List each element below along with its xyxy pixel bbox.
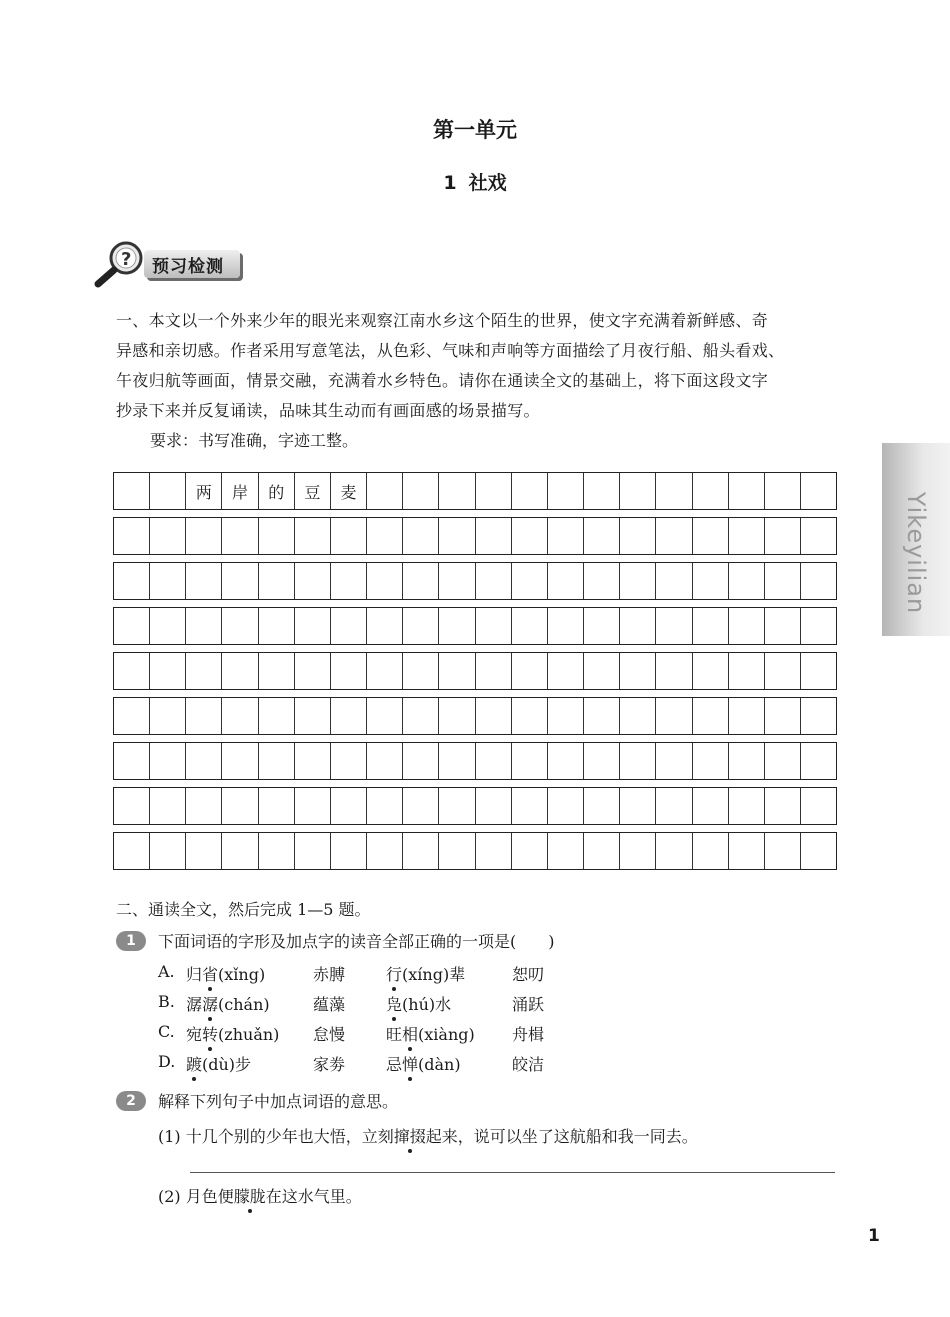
grid-cell[interactable] (512, 653, 548, 689)
grid-cell[interactable] (295, 788, 331, 824)
option-text: 赤膊 (313, 965, 346, 984)
paragraph-line: 一、本文以一个外来少年的眼光来观察江南水乡这个陌生的世界，使文字充满着新鲜感、奇 (116, 311, 769, 330)
grid-cell[interactable] (620, 743, 656, 779)
grid-cell[interactable] (403, 788, 439, 824)
grid-cell[interactable] (331, 788, 367, 824)
grid-cell[interactable] (331, 743, 367, 779)
grid-cell[interactable] (765, 788, 801, 824)
option-cell (512, 1022, 544, 1045)
grid-cell[interactable] (150, 653, 186, 689)
grid-cell[interactable] (439, 473, 475, 509)
grid-cell[interactable] (620, 698, 656, 734)
option-text: (dàn) (418, 1055, 461, 1074)
grid-cell[interactable] (222, 608, 258, 644)
grid-cell[interactable] (150, 788, 186, 824)
grid-cell[interactable] (367, 563, 403, 599)
dotted-char: 惮 (402, 1055, 419, 1074)
grid-cell[interactable] (295, 563, 331, 599)
grid-cell[interactable] (548, 518, 584, 554)
grid-cell[interactable] (656, 473, 692, 509)
lesson-title (0, 168, 950, 195)
grid-cell[interactable] (331, 698, 367, 734)
option-cell (386, 992, 451, 1015)
grid-cell[interactable] (114, 743, 150, 779)
grid-cell[interactable] (186, 653, 222, 689)
option-cell (186, 1052, 251, 1075)
grid-cell[interactable] (222, 788, 258, 824)
grid-cell[interactable] (295, 653, 331, 689)
grid-cell[interactable] (150, 833, 186, 869)
question-2-sentence-2 (158, 1184, 362, 1207)
grid-cell[interactable] (439, 788, 475, 824)
paragraph-line: 异感和亲切感。作者采用写意笔法，从色彩、气味和声响等方面描绘了月夜行船、船头看戏、 (116, 341, 785, 360)
grid-cell[interactable] (693, 473, 729, 509)
grid-cell[interactable] (548, 653, 584, 689)
grid-cell[interactable] (512, 563, 548, 599)
grid-cell[interactable] (186, 788, 222, 824)
paragraph-line: 午夜归航等画面，情景交融，充满着水乡特色。请你在通读全文的基础上，将下面这段文字 (116, 371, 769, 390)
grid-cell[interactable] (512, 833, 548, 869)
grid-cell[interactable] (512, 698, 548, 734)
grid-cell[interactable] (729, 518, 765, 554)
grid-cell[interactable] (512, 518, 548, 554)
option-text: A. (158, 962, 175, 981)
grid-cell[interactable] (584, 563, 620, 599)
grid-cell[interactable] (729, 833, 765, 869)
grid-cell[interactable] (439, 653, 475, 689)
grid-cell[interactable]: 两 (186, 473, 222, 509)
option-cell (313, 1022, 345, 1045)
grid-cell[interactable] (801, 473, 836, 509)
option-text: 归 (186, 965, 203, 984)
grid-cell[interactable] (693, 563, 729, 599)
grid-cell[interactable] (620, 788, 656, 824)
grid-row (113, 607, 837, 645)
sentence-text: 起来，说可以坐了这航船和我一同去。 (425, 1127, 698, 1146)
grid-cell[interactable] (331, 653, 367, 689)
grid-cell[interactable] (367, 743, 403, 779)
option-text: 舟楫 (512, 1025, 545, 1044)
grid-cell[interactable] (584, 473, 620, 509)
grid-cell[interactable] (114, 653, 150, 689)
grid-cell[interactable] (584, 698, 620, 734)
question-2-badge: 2 (116, 1091, 146, 1111)
grid-row (113, 742, 837, 780)
grid-cell[interactable] (656, 698, 692, 734)
grid-cell[interactable] (765, 473, 801, 509)
option-text: 家劵 (313, 1055, 346, 1074)
option-text: 宛 (186, 1025, 203, 1044)
lesson-name: 社戏 (468, 172, 507, 194)
grid-cell[interactable] (114, 833, 150, 869)
grid-cell[interactable] (403, 608, 439, 644)
grid-cell[interactable] (729, 563, 765, 599)
grid-cell[interactable] (150, 473, 186, 509)
option-cell (386, 1022, 475, 1045)
grid-cell[interactable] (259, 653, 295, 689)
grid-cell[interactable] (765, 608, 801, 644)
part1-paragraph (116, 306, 838, 426)
grid-cell[interactable] (476, 653, 512, 689)
grid-cell[interactable] (114, 563, 150, 599)
grid-cell[interactable] (801, 833, 836, 869)
grid-cell[interactable] (801, 518, 836, 554)
grid-cell[interactable] (693, 518, 729, 554)
grid-cell[interactable] (222, 698, 258, 734)
answer-line[interactable] (190, 1172, 835, 1173)
grid-cell[interactable] (259, 788, 295, 824)
magnifier-icon (92, 238, 152, 290)
grid-cell[interactable] (259, 833, 295, 869)
dotted-char: 相 (402, 1025, 419, 1044)
grid-cell[interactable] (584, 653, 620, 689)
grid-row (113, 787, 837, 825)
option-cell (186, 1022, 279, 1045)
grid-cell[interactable] (331, 608, 367, 644)
option-text: D. (158, 1052, 176, 1071)
part2-title: 二、通读全文，然后完成 1—5 题。 (116, 900, 371, 919)
grid-cell[interactable] (765, 833, 801, 869)
grid-cell[interactable] (222, 743, 258, 779)
grid-cell[interactable] (512, 743, 548, 779)
grid-cell[interactable] (186, 698, 222, 734)
grid-cell[interactable] (656, 563, 692, 599)
grid-cell[interactable] (367, 833, 403, 869)
grid-cell[interactable] (620, 833, 656, 869)
grid-cell[interactable] (186, 518, 222, 554)
dotted-char: 行 (386, 965, 403, 984)
grid-cell[interactable] (150, 743, 186, 779)
grid-cell[interactable] (439, 698, 475, 734)
option-cell (512, 1052, 544, 1075)
grid-cell[interactable] (403, 653, 439, 689)
side-tab-label: Yikeyilian (902, 491, 930, 615)
option-text: 怠慢 (313, 1025, 346, 1044)
grid-cell[interactable] (765, 743, 801, 779)
grid-cell[interactable] (512, 473, 548, 509)
grid-cell[interactable] (620, 608, 656, 644)
option-cell (158, 1022, 175, 1041)
grid-cell[interactable] (114, 698, 150, 734)
option-text: 涌跃 (512, 995, 545, 1014)
grid-cell[interactable] (548, 608, 584, 644)
option-text: (hú)水 (402, 995, 452, 1014)
grid-cell[interactable] (403, 473, 439, 509)
grid-cell[interactable] (729, 608, 765, 644)
grid-cell[interactable] (114, 608, 150, 644)
grid-cell[interactable] (801, 698, 836, 734)
grid-cell[interactable] (439, 518, 475, 554)
grid-cell[interactable] (693, 833, 729, 869)
grid-cell[interactable] (259, 743, 295, 779)
grid-cell[interactable] (367, 518, 403, 554)
option-text: 旺 (386, 1025, 403, 1044)
grid-cell[interactable] (729, 788, 765, 824)
grid-cell[interactable] (439, 743, 475, 779)
grid-cell[interactable] (259, 563, 295, 599)
option-text: C. (158, 1022, 175, 1041)
option-cell (186, 962, 265, 985)
grid-cell[interactable] (403, 743, 439, 779)
grid-cell[interactable] (222, 833, 258, 869)
sentence-text: 在这水气里。 (265, 1187, 362, 1206)
grid-row (113, 472, 837, 510)
grid-cell[interactable] (584, 788, 620, 824)
requirement-text: 要求：书写准确，字迹工整。 (150, 431, 359, 450)
dotted-char: 潺 (202, 995, 219, 1014)
grid-cell[interactable] (656, 788, 692, 824)
grid-cell[interactable] (367, 608, 403, 644)
grid-cell[interactable] (295, 833, 331, 869)
svg-text:?: ? (121, 249, 132, 270)
grid-cell[interactable] (295, 608, 331, 644)
grid-cell[interactable] (367, 473, 403, 509)
option-text: 忌 (386, 1055, 403, 1074)
grid-cell[interactable] (403, 518, 439, 554)
grid-cell[interactable] (222, 653, 258, 689)
grid-cell[interactable] (114, 788, 150, 824)
option-text: B. (158, 992, 175, 1011)
option-text: (zhuǎn) (218, 1025, 280, 1044)
grid-cell[interactable] (693, 608, 729, 644)
grid-cell[interactable] (548, 698, 584, 734)
option-text: 皎洁 (512, 1055, 545, 1074)
option-cell (512, 962, 544, 985)
grid-cell[interactable] (186, 563, 222, 599)
option-cell (186, 992, 270, 1015)
grid-cell[interactable] (656, 608, 692, 644)
grid-cell[interactable] (548, 788, 584, 824)
section-badge (92, 238, 252, 290)
grid-cell[interactable] (548, 473, 584, 509)
grid-cell[interactable] (693, 743, 729, 779)
option-cell (158, 1052, 175, 1071)
grid-cell[interactable]: 豆 (295, 473, 331, 509)
option-text: (xiàng) (418, 1025, 475, 1044)
sentence-text: (1) 十几个别的少年也大悟，立刻 (158, 1127, 394, 1146)
grid-row (113, 832, 837, 870)
grid-cell[interactable] (801, 608, 836, 644)
grid-cell[interactable] (656, 833, 692, 869)
grid-cell[interactable] (548, 743, 584, 779)
grid-cell[interactable] (150, 608, 186, 644)
grid-cell[interactable] (186, 743, 222, 779)
grid-cell[interactable] (512, 608, 548, 644)
grid-cell[interactable] (765, 698, 801, 734)
grid-cell[interactable] (331, 518, 367, 554)
grid-cell[interactable] (295, 743, 331, 779)
page-number: 1 (868, 1226, 880, 1246)
grid-cell[interactable] (295, 698, 331, 734)
question-1-text: 下面词语的字形及加点字的读音全部正确的一项是( ) (158, 932, 555, 951)
grid-row (113, 697, 837, 735)
grid-cell[interactable] (801, 653, 836, 689)
lesson-number: 1 (443, 172, 457, 194)
paragraph-line: 抄录下来并反复诵读，品味其生动而有画面感的场景描写。 (116, 401, 540, 420)
side-tab (882, 443, 950, 636)
grid-cell[interactable] (403, 698, 439, 734)
grid-cell[interactable] (801, 743, 836, 779)
grid-cell[interactable] (584, 518, 620, 554)
grid-cell[interactable] (548, 563, 584, 599)
grid-cell[interactable] (403, 563, 439, 599)
grid-cell[interactable] (222, 518, 258, 554)
grid-cell[interactable] (150, 698, 186, 734)
grid-cell[interactable] (367, 653, 403, 689)
grid-cell[interactable] (476, 698, 512, 734)
option-cell (512, 992, 544, 1015)
option-text: (xíng)辈 (402, 965, 466, 984)
option-cell (313, 992, 345, 1015)
grid-cell[interactable] (222, 563, 258, 599)
grid-row (113, 517, 837, 555)
grid-cell[interactable] (729, 698, 765, 734)
grid-cell[interactable] (620, 518, 656, 554)
grid-row (113, 652, 837, 690)
grid-cell[interactable] (765, 653, 801, 689)
grid-cell[interactable] (729, 473, 765, 509)
grid-cell[interactable] (114, 473, 150, 509)
option-cell (313, 1052, 345, 1075)
option-cell (313, 962, 345, 985)
dotted-char: 凫 (386, 995, 403, 1014)
grid-cell[interactable] (476, 563, 512, 599)
dotted-char: 转 (202, 1025, 219, 1044)
grid-cell[interactable] (620, 473, 656, 509)
grid-cell[interactable] (476, 788, 512, 824)
option-cell (158, 962, 175, 981)
grid-cell[interactable] (476, 473, 512, 509)
option-cell (386, 962, 465, 985)
grid-cell[interactable]: 麦 (331, 473, 367, 509)
grid-cell[interactable] (584, 743, 620, 779)
option-text: 潺 (186, 995, 203, 1014)
grid-cell[interactable] (367, 788, 403, 824)
option-cell (158, 992, 175, 1011)
dotted-char: 省 (202, 965, 219, 984)
grid-cell[interactable] (620, 653, 656, 689)
grid-cell[interactable] (439, 833, 475, 869)
grid-cell[interactable] (656, 653, 692, 689)
grid-cell[interactable] (765, 563, 801, 599)
grid-cell[interactable] (186, 608, 222, 644)
grid-cell[interactable] (765, 518, 801, 554)
grid-cell[interactable]: 岸 (222, 473, 258, 509)
option-text: 恕叨 (512, 965, 545, 984)
grid-cell[interactable] (367, 698, 403, 734)
grid-cell[interactable] (439, 563, 475, 599)
grid-cell[interactable] (620, 563, 656, 599)
dotted-word: 朦胧 (233, 1187, 266, 1206)
dotted-word: 撺掇 (393, 1127, 426, 1146)
grid-cell[interactable] (114, 518, 150, 554)
grid-cell[interactable] (656, 743, 692, 779)
grid-cell[interactable] (656, 518, 692, 554)
grid-cell[interactable] (548, 833, 584, 869)
grid-cell[interactable] (186, 833, 222, 869)
grid-cell[interactable] (259, 518, 295, 554)
grid-cell[interactable] (693, 788, 729, 824)
grid-cell[interactable]: 的 (259, 473, 295, 509)
grid-cell[interactable] (331, 563, 367, 599)
grid-row (113, 562, 837, 600)
grid-cell[interactable] (295, 518, 331, 554)
grid-cell[interactable] (729, 653, 765, 689)
question-1-badge: 1 (116, 931, 146, 951)
grid-cell[interactable] (476, 743, 512, 779)
option-text: (dù)步 (202, 1055, 252, 1074)
grid-cell[interactable] (512, 788, 548, 824)
grid-cell[interactable] (729, 743, 765, 779)
grid-cell[interactable] (403, 833, 439, 869)
unit-title: 第一单元 (433, 118, 517, 142)
grid-cell[interactable] (584, 833, 620, 869)
dotted-char: 踱 (186, 1055, 203, 1074)
grid-cell[interactable] (693, 653, 729, 689)
option-text: (xǐng) (218, 965, 266, 984)
grid-cell[interactable] (259, 608, 295, 644)
question-2-text: 解释下列句子中加点词语的意思。 (158, 1092, 399, 1111)
grid-cell[interactable] (693, 698, 729, 734)
grid-cell[interactable] (150, 518, 186, 554)
grid-cell[interactable] (439, 608, 475, 644)
option-cell (386, 1052, 461, 1075)
grid-cell[interactable] (476, 608, 512, 644)
grid-cell[interactable] (331, 833, 367, 869)
grid-cell[interactable] (476, 833, 512, 869)
badge-label: 预习检测 (152, 257, 224, 277)
grid-cell[interactable] (259, 698, 295, 734)
option-text: 蕴藻 (313, 995, 346, 1014)
sentence-text: (2) 月色便 (158, 1187, 234, 1206)
grid-cell[interactable] (801, 563, 836, 599)
grid-cell[interactable] (150, 563, 186, 599)
option-text: (chán) (218, 995, 270, 1014)
grid-cell[interactable] (584, 608, 620, 644)
grid-cell[interactable] (801, 788, 836, 824)
grid-cell[interactable] (476, 518, 512, 554)
question-2-sentence-1 (158, 1124, 698, 1147)
